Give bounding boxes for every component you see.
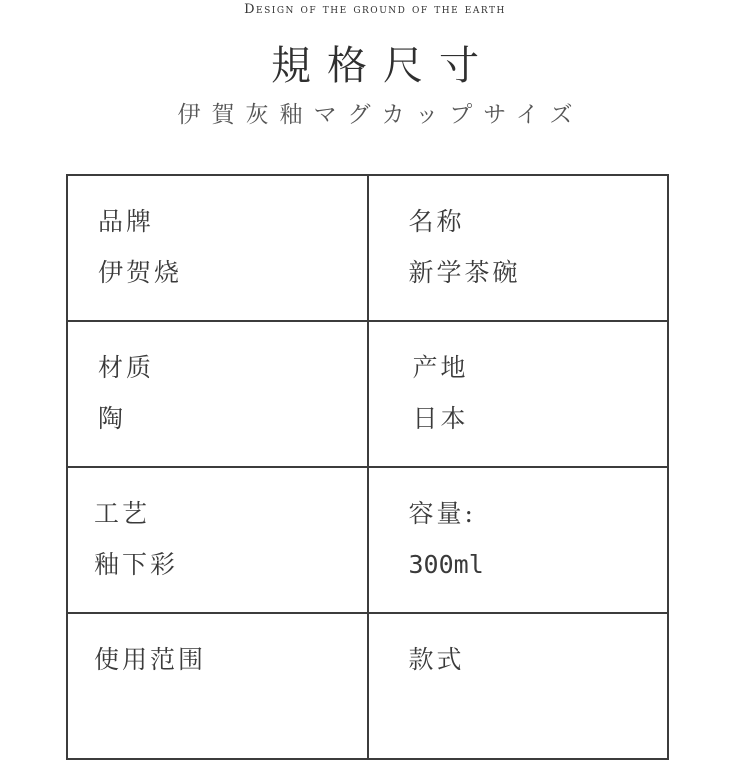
spec-cell-craft bbox=[67, 467, 368, 613]
page-subtitle: 伊賀灰釉マグカップサイズ bbox=[177, 102, 584, 128]
spec-value: 陶 bbox=[98, 404, 127, 433]
spec-cell-origin bbox=[368, 321, 669, 467]
spec-value: 伊贺烧 bbox=[98, 258, 183, 287]
spec-value: 釉下彩 bbox=[94, 550, 179, 579]
spec-label: 使用范围 bbox=[94, 645, 207, 674]
spec-value: 新学茶碗 bbox=[408, 258, 521, 287]
spec-label: 名称 bbox=[408, 207, 465, 236]
spec-label: 款式 bbox=[408, 645, 465, 674]
spec-value: 300ml bbox=[408, 550, 484, 579]
spec-cell-capacity bbox=[368, 467, 669, 613]
spec-cell-material bbox=[67, 321, 368, 467]
spec-label: 容量: bbox=[408, 499, 476, 528]
spec-cell-name bbox=[368, 175, 669, 321]
spec-label: 产地 bbox=[412, 353, 469, 382]
page-title: 規格尺寸 bbox=[271, 43, 495, 89]
spec-row bbox=[67, 467, 668, 613]
spec-table bbox=[66, 174, 669, 760]
eyebrow-tagline: Design of the ground of the earth bbox=[244, 2, 506, 17]
spec-label: 品牌 bbox=[98, 207, 155, 236]
spec-row bbox=[67, 321, 668, 467]
spec-value: 日本 bbox=[412, 404, 469, 433]
spec-row bbox=[67, 613, 668, 759]
spec-row bbox=[67, 175, 668, 321]
spec-cell-brand bbox=[67, 175, 368, 321]
spec-cell-style bbox=[368, 613, 669, 759]
spec-label: 材质 bbox=[98, 353, 155, 382]
spec-cell-usage bbox=[67, 613, 368, 759]
spec-label: 工艺 bbox=[94, 499, 151, 528]
